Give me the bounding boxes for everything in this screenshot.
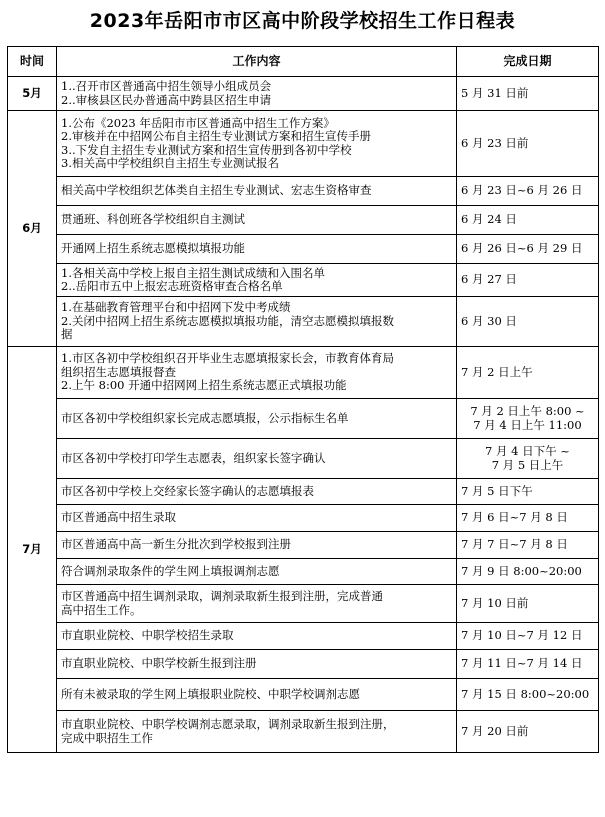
content-line: 3.相关高中学校组织自主招生专业测试报名 bbox=[61, 156, 279, 170]
content-cell bbox=[57, 206, 457, 235]
content-line: 组织招生志愿填报督查 bbox=[61, 364, 176, 379]
content-line: 贯通班、科创班各学校组织自主测试 bbox=[61, 212, 245, 227]
month-cell-may: 5月 bbox=[8, 77, 57, 111]
content-line: 市区各初中学校上交经家长签字确认的志愿填报表 bbox=[61, 483, 314, 498]
content-cell bbox=[57, 264, 457, 297]
date-cell bbox=[457, 711, 599, 753]
content-line: 1.公布《2023 年岳阳市市区普通高中招生工作方案》 bbox=[61, 115, 335, 130]
header-content: 工作内容 bbox=[57, 47, 457, 77]
content-cell bbox=[57, 235, 457, 264]
content-cell bbox=[57, 585, 457, 623]
page-title: 2023年岳阳市市区高中阶段学校招生工作日程表 bbox=[89, 10, 516, 32]
content-line: 1.在基础教育管理平台和中招网下发中考成绩 bbox=[61, 300, 291, 315]
date-line: 6 月 26 日~6 月 29 日 bbox=[461, 241, 583, 256]
table-row bbox=[8, 623, 599, 650]
date-line: 7 月 11 日~7 月 14 日 bbox=[461, 656, 583, 671]
date-line: 6 月 30 日 bbox=[461, 313, 517, 328]
date-cell bbox=[457, 505, 599, 532]
content-line: 高中招生工作。 bbox=[61, 602, 142, 617]
content-cell bbox=[57, 297, 457, 347]
content-cell bbox=[57, 623, 457, 650]
content-line: 开通网上招生系统志愿模拟填报功能 bbox=[61, 241, 245, 256]
content-line: 2..审核县区民办普通高中跨县区招生申请 bbox=[61, 92, 272, 107]
content-cell bbox=[57, 111, 457, 177]
content-cell bbox=[57, 711, 457, 753]
content-cell bbox=[57, 479, 457, 505]
date-cell bbox=[457, 111, 599, 177]
table-row bbox=[8, 479, 599, 505]
date-line: 7 月 20 日前 bbox=[461, 723, 529, 738]
content-line: 1.各相关高中学校上报自主招生测试成绩和入围名单 bbox=[61, 265, 325, 280]
date-line: 6 月 23 日~6 月 26 日 bbox=[461, 183, 583, 198]
content-cell bbox=[57, 559, 457, 585]
date-cell bbox=[457, 399, 599, 439]
content-line: 2.关闭中招网上招生系统志愿模拟填报功能，清空志愿模拟填报数 bbox=[61, 313, 394, 328]
table-row bbox=[8, 177, 599, 206]
table-row bbox=[8, 505, 599, 532]
date-line: 7 月 4 日下午 ~ bbox=[485, 444, 570, 458]
date-line: 7 月 9 日 8:00~20:00 bbox=[461, 563, 582, 578]
date-cell bbox=[457, 679, 599, 711]
table-row bbox=[8, 585, 599, 623]
table-header-row bbox=[8, 47, 599, 77]
date-cell bbox=[457, 177, 599, 206]
content-line: 市区各初中学校打印学生志愿表，组织家长签字确认 bbox=[61, 450, 326, 465]
date-line: 5 月 31 日前 bbox=[461, 85, 529, 100]
table-row bbox=[8, 439, 599, 479]
date-cell bbox=[457, 559, 599, 585]
header-time: 时间 bbox=[8, 47, 57, 77]
content-cell bbox=[57, 399, 457, 439]
date-cell bbox=[457, 623, 599, 650]
table-row bbox=[8, 650, 599, 679]
date-cell bbox=[457, 347, 599, 399]
date-line: 7 月 2 日上午 bbox=[461, 364, 533, 379]
date-cell bbox=[457, 439, 599, 479]
content-cell bbox=[57, 679, 457, 711]
content-line: 市直职业院校、中职学校调剂志愿录取，调剂录取新生报到注册， bbox=[61, 717, 395, 731]
table-row bbox=[8, 679, 599, 711]
content-line: 市区各初中学校组织家长完成志愿填报，公示指标生名单 bbox=[61, 410, 349, 425]
date-cell bbox=[457, 77, 599, 111]
date-line: 7 月 15 日 8:00~20:00 bbox=[461, 686, 590, 701]
content-line: 2.上午 8:00 开通中招网网上招生系统志愿正式填报功能 bbox=[61, 378, 347, 393]
date-line: 7 月 10 日~7 月 12 日 bbox=[461, 628, 583, 643]
content-line: 相关高中学校组织艺体类自主招生专业测试、宏志生资格审查 bbox=[61, 183, 372, 198]
date-cell bbox=[457, 650, 599, 679]
content-line: 市区普通高中招生录取 bbox=[61, 510, 176, 525]
date-line: 7 月 5 日下午 bbox=[461, 483, 533, 498]
content-cell bbox=[57, 439, 457, 479]
content-line: 所有未被录取的学生网上填报职业院校、中职学校调剂志愿 bbox=[61, 686, 360, 701]
table-row bbox=[8, 111, 599, 177]
content-line: 1..召开市区普通高中招生领导小组成员会 bbox=[61, 79, 272, 93]
date-line: 7 月 10 日前 bbox=[461, 595, 529, 610]
content-line: 2.审核并在中招网公布自主招生专业测试方案和招生宣传手册 bbox=[61, 129, 371, 143]
date-cell bbox=[457, 532, 599, 559]
date-cell bbox=[457, 585, 599, 623]
content-line: 3..下发自主招生专业测试方案和招生宣传册到各初中学校 bbox=[61, 142, 352, 157]
content-cell bbox=[57, 177, 457, 206]
date-cell bbox=[457, 479, 599, 505]
content-cell bbox=[57, 347, 457, 399]
table-row bbox=[8, 297, 599, 347]
content-line: 符合调剂录取条件的学生网上填报调剂志愿 bbox=[61, 563, 280, 578]
table-row bbox=[8, 77, 599, 111]
date-line: 7 月 7 日~7 月 8 日 bbox=[461, 537, 568, 552]
date-cell bbox=[457, 297, 599, 347]
table-row bbox=[8, 347, 599, 399]
content-line: 市区普通高中招生调剂录取，调剂录取新生报到注册，完成普通 bbox=[61, 589, 383, 603]
content-cell bbox=[57, 650, 457, 679]
date-line: 7 月 6 日~7 月 8 日 bbox=[461, 510, 568, 525]
content-line: 市区普通高中高一新生分批次到学校报到注册 bbox=[61, 537, 291, 552]
content-line: 2..岳阳市五中上报宏志班资格审查合格名单 bbox=[61, 279, 283, 293]
table-row bbox=[8, 206, 599, 235]
date-cell bbox=[457, 264, 599, 297]
date-line: 6 月 24 日 bbox=[461, 212, 517, 227]
date-line: 7 月 2 日上午 8:00 ~ bbox=[470, 404, 585, 418]
table-row bbox=[8, 559, 599, 585]
content-line: 完成中职招生工作 bbox=[61, 730, 153, 745]
month-cell-july: 7月 bbox=[8, 347, 57, 753]
schedule-table bbox=[7, 46, 599, 753]
date-line: 7 月 5 日上午 bbox=[491, 457, 564, 472]
table-row bbox=[8, 711, 599, 753]
content-line: 市直职业院校、中职学校招生录取 bbox=[61, 628, 234, 643]
table-row bbox=[8, 264, 599, 297]
content-line: 据 bbox=[61, 327, 73, 342]
date-line: 6 月 23 日前 bbox=[461, 135, 529, 150]
date-line: 6 月 27 日 bbox=[461, 272, 517, 287]
content-line: 市直职业院校、中职学校新生报到注册 bbox=[61, 656, 257, 671]
content-line: 1.市区各初中学校组织召开毕业生志愿填报家长会，市教育体育局 bbox=[61, 351, 394, 366]
table-row bbox=[8, 399, 599, 439]
content-cell bbox=[57, 505, 457, 532]
table-row bbox=[8, 235, 599, 264]
date-cell bbox=[457, 206, 599, 235]
date-cell bbox=[457, 235, 599, 264]
header-date: 完成日期 bbox=[457, 47, 599, 77]
table-row bbox=[8, 532, 599, 559]
content-cell bbox=[57, 532, 457, 559]
month-cell-june: 6月 bbox=[8, 111, 57, 347]
content-cell bbox=[57, 77, 457, 111]
date-line: 7 月 4 日上午 11:00 bbox=[473, 417, 582, 432]
